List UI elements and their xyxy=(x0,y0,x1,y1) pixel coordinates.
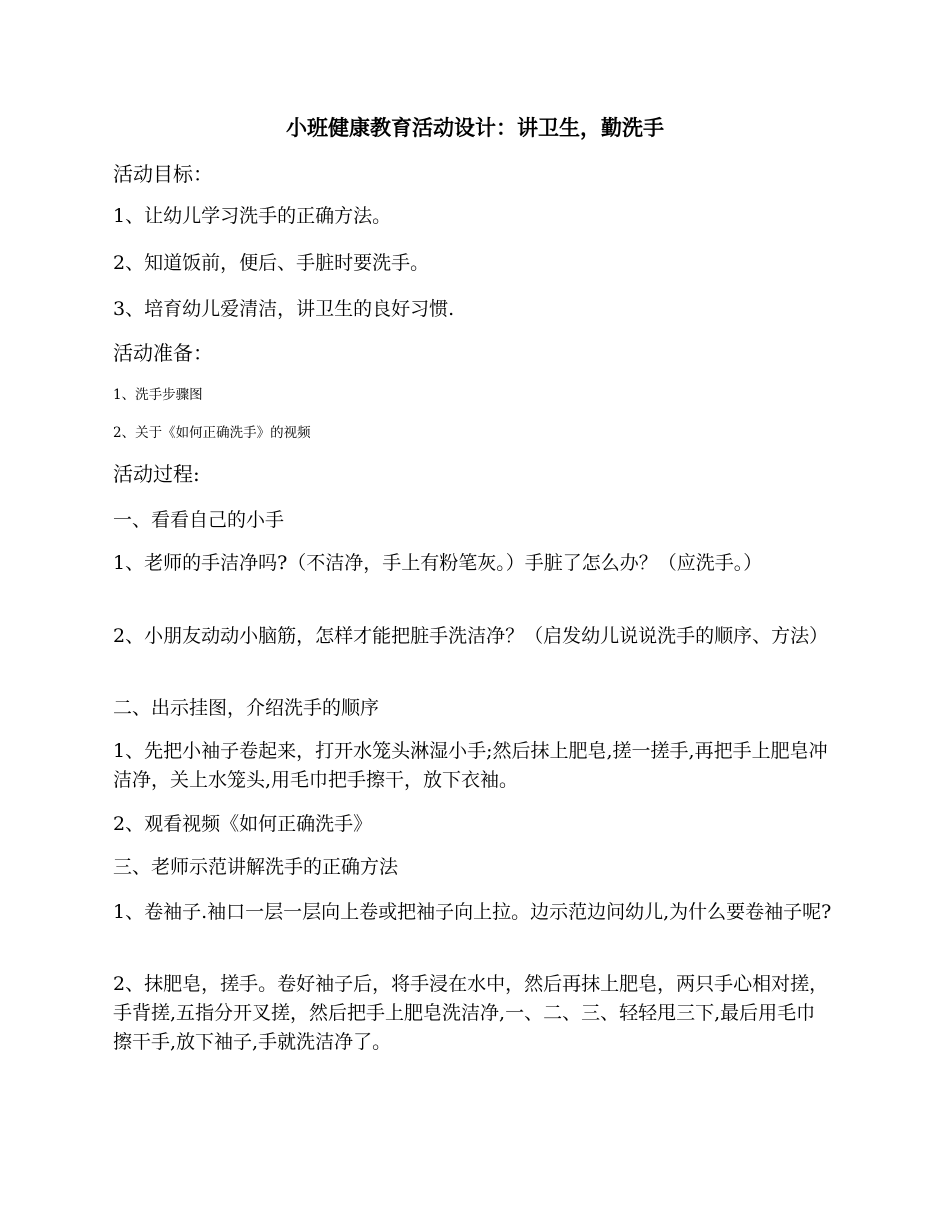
goal-item-2: 2、知道饭前，便后、手脏时要洗手。 xyxy=(113,252,430,274)
preparation-item-1: 1、洗手步骤图 xyxy=(113,387,203,403)
process-step-3-item-2: 2、抹肥皂，搓手。卷好袖子后，将手浸在水中，然后再抹上肥皂，两只手心相对搓，手背搓,五指分开叉搓，然后把手上肥皂洗洁净,一、二、三、轻轻甩三下,最后用毛巾擦干手,放下袖子,手就洗洁净了。 xyxy=(113,973,829,1053)
section-heading-process: 活动过程: xyxy=(113,462,200,486)
page-title: 小班健康教育活动设计：讲卫生，勤洗手 xyxy=(286,116,664,140)
goal-item-3: 3、培育幼儿爱清洁，讲卫生的良好习惯. xyxy=(113,298,455,320)
process-step-3-item-1: 1、卷袖子.袖口一层一层向上卷或把袖子向上拉。边示范边问幼儿,为什么要卷袖子呢? xyxy=(113,901,832,923)
section-heading-preparation: 活动准备： xyxy=(113,341,213,365)
process-step-2-heading: 二、出示挂图，介绍洗手的顺序 xyxy=(113,697,380,719)
goal-item-1: 1、让幼儿学习洗手的正确方法。 xyxy=(113,205,392,227)
process-step-1-heading: 一、看看自己的小手 xyxy=(113,509,285,531)
process-step-1-item-2: 2、小朋友动动小脑筋，怎样才能把脏手洗洁净？（启发幼儿说说洗手的顺序、方法） xyxy=(113,625,829,647)
process-step-3-heading: 三、老师示范讲解洗手的正确方法 xyxy=(113,856,399,878)
section-heading-goals: 活动目标： xyxy=(113,162,213,186)
process-step-2-item-2: 2、观看视频《如何正确洗手》 xyxy=(113,813,373,835)
process-step-1-item-1: 1、老师的手洁净吗?（不洁净，手上有粉笔灰。）手脏了怎么办？（应洗手。） xyxy=(113,552,763,574)
process-step-2-item-1: 1、先把小袖子卷起来，打开水笼头淋湿小手;然后抹上肥皂,搓一搓手,再把手上肥皂冲洁净，关上水笼头,用毛巾把手擦干，放下衣袖。 xyxy=(113,740,828,791)
preparation-item-2: 2、关于《如何正确洗手》的视频 xyxy=(113,425,311,441)
